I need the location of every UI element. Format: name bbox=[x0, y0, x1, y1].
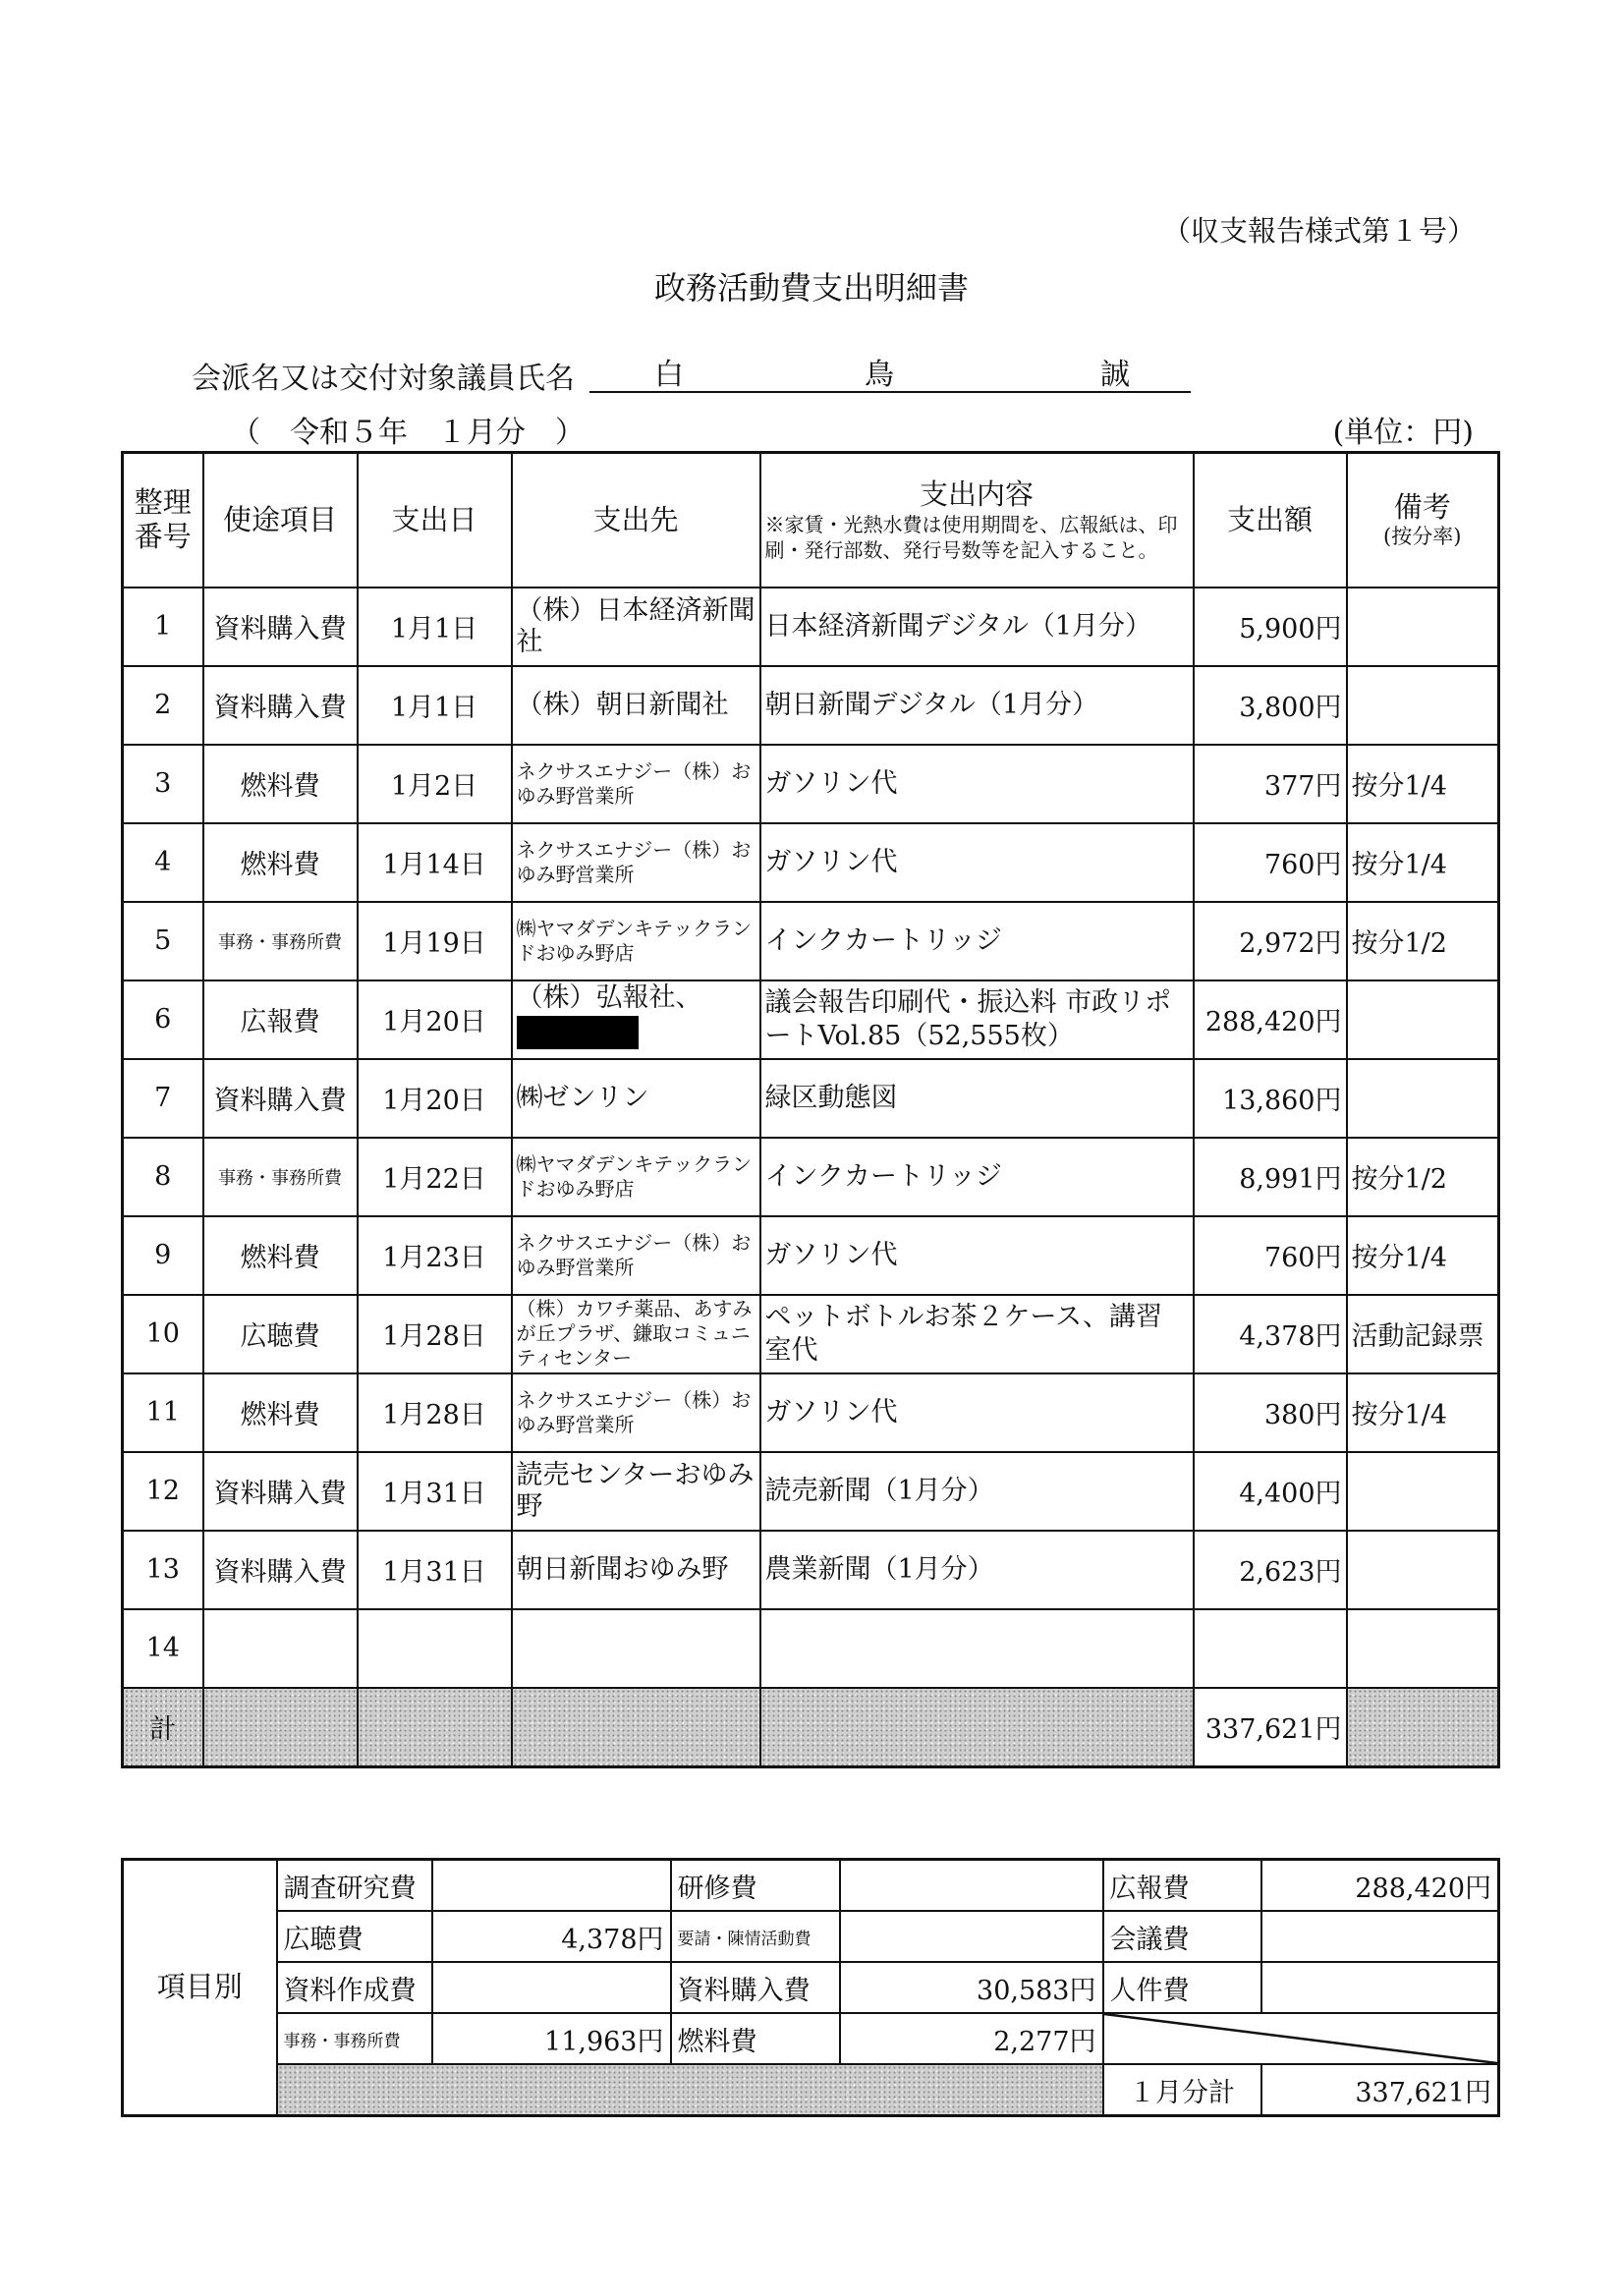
row-date: 1月20日 bbox=[358, 980, 512, 1059]
row-date: 1月31日 bbox=[358, 1531, 512, 1609]
report-period: （ 令和５年 １月分 ） bbox=[231, 416, 585, 450]
row-content: ガソリン代 bbox=[760, 1373, 1194, 1452]
row-date: 1月20日 bbox=[358, 1059, 512, 1138]
summary-value: 30,583円 bbox=[840, 1962, 1103, 2013]
row-note bbox=[1347, 666, 1499, 745]
row-content: 日本経済新聞デジタル（1月分） bbox=[760, 588, 1194, 666]
row-note: 按分1/4 bbox=[1347, 823, 1499, 902]
row-use: 燃料費 bbox=[203, 823, 358, 902]
row-content: 議会報告印刷代・振込料 市政リポートVol.85（52,555枚） bbox=[760, 980, 1194, 1059]
table-row bbox=[123, 1295, 1499, 1373]
summary-label: 資料購入費 bbox=[671, 1962, 840, 2013]
row-payee: （株）弘報社、 bbox=[516, 981, 702, 1013]
header-content-title: 支出内容 bbox=[919, 476, 1034, 511]
row-note bbox=[1347, 588, 1499, 666]
member-name-char: 白 bbox=[654, 358, 684, 392]
row-content: ガソリン代 bbox=[760, 745, 1194, 823]
total-amount: 337,621円 bbox=[1194, 1688, 1347, 1767]
row-use: 資料購入費 bbox=[203, 1059, 358, 1138]
row-content: ガソリン代 bbox=[760, 823, 1194, 902]
summary-side-label: 項目別 bbox=[123, 1860, 277, 2116]
header-use: 使途項目 bbox=[203, 453, 358, 588]
header-content-note: ※家賃・光熱水費は使用期間を、広報紙は、印刷・発行部数、発行号数等を記入すること。 bbox=[764, 512, 1178, 562]
row-payee bbox=[512, 1609, 760, 1688]
name-line bbox=[192, 354, 1130, 397]
summary-value: 288,420円 bbox=[1261, 1860, 1499, 1912]
summary-label: 広聴費 bbox=[277, 1911, 432, 1962]
summary-label: 会議費 bbox=[1103, 1911, 1261, 1962]
summary-value bbox=[432, 1962, 671, 2013]
row-note: 按分1/2 bbox=[1347, 902, 1499, 980]
row-payee: ネクサスエナジー（株）おゆみ野営業所 bbox=[512, 823, 760, 902]
table-row bbox=[123, 823, 1499, 902]
row-payee: （株）朝日新聞社 bbox=[512, 666, 760, 745]
row-amount: 5,900円 bbox=[1194, 588, 1347, 666]
row-use: 燃料費 bbox=[203, 1216, 358, 1295]
row-no: 10 bbox=[123, 1295, 203, 1373]
row-amount: 2,972円 bbox=[1194, 902, 1347, 980]
header-date: 支出日 bbox=[358, 453, 512, 588]
table-row bbox=[123, 1373, 1499, 1452]
row-no: 4 bbox=[123, 823, 203, 902]
row-date: 1月28日 bbox=[358, 1373, 512, 1452]
shaded-cell bbox=[203, 1688, 358, 1767]
summary-value bbox=[432, 1860, 671, 1912]
summary-value: 2,277円 bbox=[840, 2013, 1103, 2064]
expense-table bbox=[121, 451, 1500, 1768]
row-note bbox=[1347, 1531, 1499, 1609]
row-date: 1月31日 bbox=[358, 1452, 512, 1531]
summary-label: 研修費 bbox=[671, 1860, 840, 1912]
category-summary-table bbox=[121, 1858, 1500, 2117]
header-remarks-sub: (按分率) bbox=[1383, 525, 1462, 549]
header-content bbox=[760, 453, 1194, 588]
row-payee: ネクサスエナジー（株）おゆみ野営業所 bbox=[512, 1373, 760, 1452]
row-note bbox=[1347, 1452, 1499, 1531]
row-amount: 4,378円 bbox=[1194, 1295, 1347, 1373]
row-payee: （株）カワチ薬品、あすみが丘プラザ、鎌取コミュニティセンター bbox=[512, 1295, 760, 1373]
name-label: 会派名又は交付対象議員氏名 bbox=[192, 362, 575, 396]
row-use: 資料購入費 bbox=[203, 1531, 358, 1609]
row-amount: 13,860円 bbox=[1194, 1059, 1347, 1138]
form-number: （収支報告様式第１号） bbox=[1161, 214, 1476, 248]
row-use: 広報費 bbox=[203, 980, 358, 1059]
header-remarks-title: 備考 bbox=[1393, 490, 1451, 525]
row-amount: 8,991円 bbox=[1194, 1138, 1347, 1216]
row-no: 5 bbox=[123, 902, 203, 980]
row-use: 広聴費 bbox=[203, 1295, 358, 1373]
table-row bbox=[123, 1531, 1499, 1609]
row-note bbox=[1347, 980, 1499, 1059]
row-amount: 288,420円 bbox=[1194, 980, 1347, 1059]
table-row bbox=[123, 1059, 1499, 1138]
shaded-cell bbox=[277, 2064, 1103, 2116]
member-name-char: 誠 bbox=[1100, 358, 1130, 392]
unit-label: (単位：円) bbox=[1332, 416, 1474, 450]
row-payee: 読売センターおゆみ野 bbox=[512, 1452, 760, 1531]
row-content: インクカートリッジ bbox=[760, 902, 1194, 980]
shaded-cell bbox=[1347, 1688, 1499, 1767]
row-date: 1月23日 bbox=[358, 1216, 512, 1295]
row-payee: ㈱ヤマダデンキテックランドおゆみ野店 bbox=[512, 902, 760, 980]
diagonal-blank-cell bbox=[1103, 2013, 1499, 2064]
shaded-cell bbox=[760, 1688, 1194, 1767]
row-use: 事務・事務所費 bbox=[203, 1138, 358, 1216]
row-use bbox=[203, 1609, 358, 1688]
row-payee: （株）日本経済新聞社 bbox=[512, 588, 760, 666]
row-content: ガソリン代 bbox=[760, 1216, 1194, 1295]
row-amount bbox=[1194, 1609, 1347, 1688]
table-row bbox=[123, 902, 1499, 980]
total-row bbox=[123, 1688, 1499, 1767]
row-content: 朝日新聞デジタル（1月分） bbox=[760, 666, 1194, 745]
table-header-row bbox=[123, 453, 1499, 588]
row-date: 1月1日 bbox=[358, 666, 512, 745]
row-use: 資料購入費 bbox=[203, 666, 358, 745]
total-label: 計 bbox=[123, 1688, 203, 1767]
row-amount: 760円 bbox=[1194, 1216, 1347, 1295]
row-payee: ネクサスエナジー（株）おゆみ野営業所 bbox=[512, 745, 760, 823]
table-row bbox=[123, 980, 1499, 1059]
row-payee: ㈱ヤマダデンキテックランドおゆみ野店 bbox=[512, 1138, 760, 1216]
row-use: 資料購入費 bbox=[203, 1452, 358, 1531]
row-date: 1月14日 bbox=[358, 823, 512, 902]
table-row bbox=[123, 1138, 1499, 1216]
row-use: 資料購入費 bbox=[203, 588, 358, 666]
row-note: 按分1/4 bbox=[1347, 745, 1499, 823]
row-content bbox=[760, 1609, 1194, 1688]
table-row bbox=[123, 1452, 1499, 1531]
row-content: 農業新聞（1月分） bbox=[760, 1531, 1194, 1609]
summary-label: 要請・陳情活動費 bbox=[671, 1911, 840, 1962]
row-note bbox=[1347, 1609, 1499, 1688]
row-note: 按分1/4 bbox=[1347, 1216, 1499, 1295]
summary-value bbox=[840, 1911, 1103, 1962]
table-row bbox=[123, 1609, 1499, 1688]
row-amount: 380円 bbox=[1194, 1373, 1347, 1452]
row-no: 1 bbox=[123, 588, 203, 666]
row-no: 9 bbox=[123, 1216, 203, 1295]
header-amount: 支出額 bbox=[1194, 453, 1347, 588]
header-no: 整理番号 bbox=[123, 453, 203, 588]
row-date: 1月2日 bbox=[358, 745, 512, 823]
table-row bbox=[123, 745, 1499, 823]
row-content: 緑区動態図 bbox=[760, 1059, 1194, 1138]
shaded-cell bbox=[358, 1688, 512, 1767]
summary-label: 燃料費 bbox=[671, 2013, 840, 2064]
summary-value bbox=[1261, 1911, 1499, 1962]
month-total-label: １月分計 bbox=[1103, 2064, 1261, 2116]
row-no: 3 bbox=[123, 745, 203, 823]
summary-label: 広報費 bbox=[1103, 1860, 1261, 1912]
summary-label: 事務・事務所費 bbox=[277, 2013, 432, 2064]
table-row bbox=[123, 666, 1499, 745]
summary-value bbox=[840, 1860, 1103, 1912]
row-payee: ネクサスエナジー（株）おゆみ野営業所 bbox=[512, 1216, 760, 1295]
row-date: 1月19日 bbox=[358, 902, 512, 980]
row-amount: 377円 bbox=[1194, 745, 1347, 823]
row-no: 2 bbox=[123, 666, 203, 745]
row-date: 1月22日 bbox=[358, 1138, 512, 1216]
table-row bbox=[123, 588, 1499, 666]
member-name-char: 鳥 bbox=[865, 358, 894, 392]
row-no: 8 bbox=[123, 1138, 203, 1216]
row-amount: 760円 bbox=[1194, 823, 1347, 902]
row-note: 按分1/2 bbox=[1347, 1138, 1499, 1216]
row-no: 6 bbox=[123, 980, 203, 1059]
row-amount: 4,400円 bbox=[1194, 1452, 1347, 1531]
row-note: 按分1/4 bbox=[1347, 1373, 1499, 1452]
shaded-cell bbox=[512, 1688, 760, 1767]
row-note bbox=[1347, 1059, 1499, 1138]
row-payee: ㈱ゼンリン bbox=[512, 1059, 760, 1138]
summary-value: 11,963円 bbox=[432, 2013, 671, 2064]
row-payee: 朝日新聞おゆみ野 bbox=[512, 1531, 760, 1609]
row-use: 燃料費 bbox=[203, 745, 358, 823]
row-date: 1月1日 bbox=[358, 588, 512, 666]
row-amount: 3,800円 bbox=[1194, 666, 1347, 745]
row-no: 7 bbox=[123, 1059, 203, 1138]
redaction-block bbox=[517, 1016, 639, 1049]
summary-value: 4,378円 bbox=[432, 1911, 671, 1962]
summary-label: 資料作成費 bbox=[277, 1962, 432, 2013]
row-amount: 2,623円 bbox=[1194, 1531, 1347, 1609]
row-payee-cell bbox=[512, 980, 760, 1059]
row-use: 燃料費 bbox=[203, 1373, 358, 1452]
row-use: 事務・事務所費 bbox=[203, 902, 358, 980]
header-payee: 支出先 bbox=[512, 453, 760, 588]
row-date: 1月28日 bbox=[358, 1295, 512, 1373]
header-remarks bbox=[1347, 453, 1499, 588]
summary-label: 調査研究費 bbox=[277, 1860, 432, 1912]
row-no: 14 bbox=[123, 1609, 203, 1688]
row-content: ペットボトルお茶２ケース、講習室代 bbox=[760, 1295, 1194, 1373]
month-total-value: 337,621円 bbox=[1261, 2064, 1499, 2116]
row-no: 13 bbox=[123, 1531, 203, 1609]
row-note: 活動記録票 bbox=[1347, 1295, 1499, 1373]
document-title: 政務活動費支出明細書 bbox=[653, 269, 969, 307]
row-no: 12 bbox=[123, 1452, 203, 1531]
table-row bbox=[123, 1216, 1499, 1295]
row-date bbox=[358, 1609, 512, 1688]
row-content: インクカートリッジ bbox=[760, 1138, 1194, 1216]
summary-label: 人件費 bbox=[1103, 1962, 1261, 2013]
row-no: 11 bbox=[123, 1373, 203, 1452]
summary-value bbox=[1261, 1962, 1499, 2013]
member-name-field bbox=[589, 350, 1191, 393]
row-content: 読売新聞（1月分） bbox=[760, 1452, 1194, 1531]
